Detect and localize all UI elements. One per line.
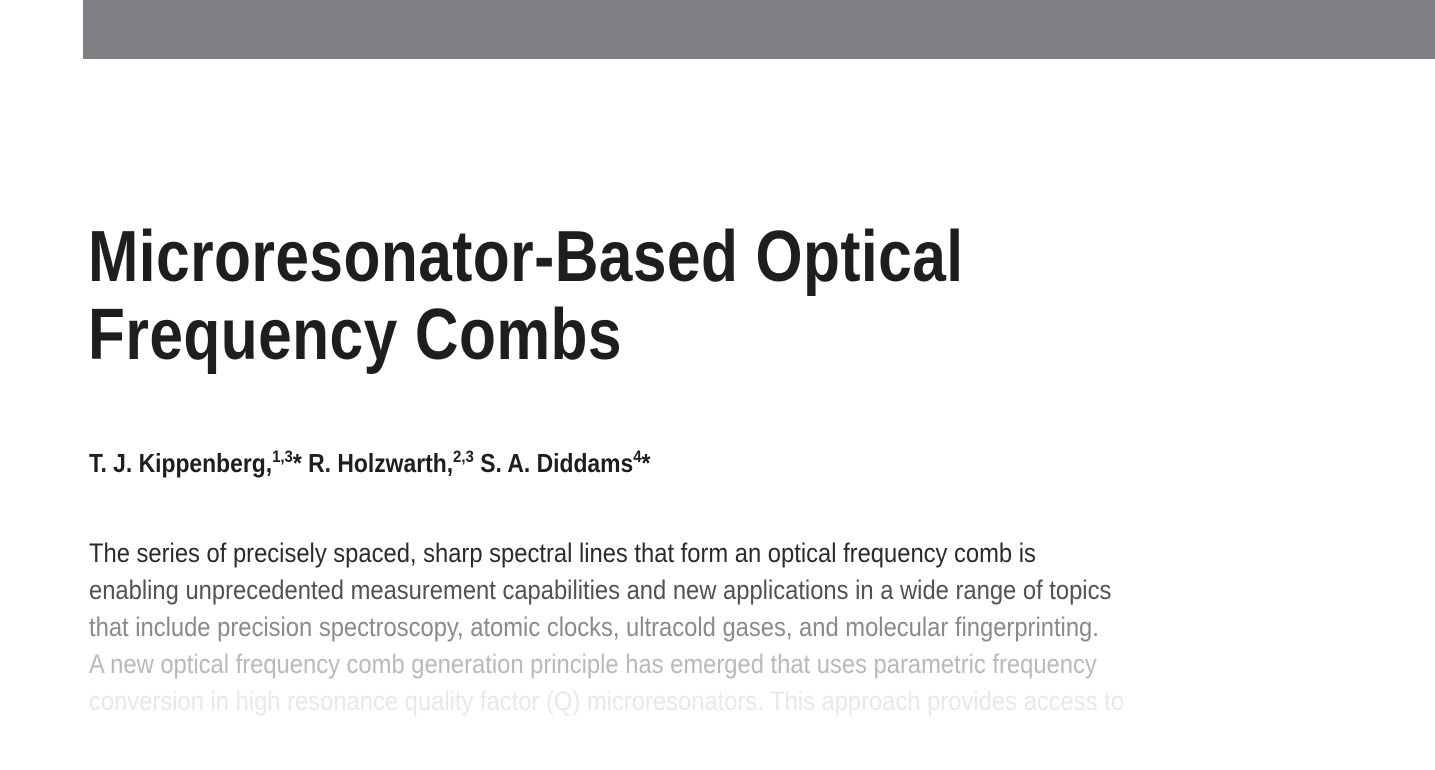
author-list (89, 446, 650, 480)
author-name: R. Holzwarth, (308, 448, 454, 478)
author-affiliation: 2,3 (453, 447, 474, 466)
corresponding-mark: * (641, 448, 651, 478)
abstract-line-faded: conversion in high resonance quality factor (Q) microresonators. This approach provides access to (89, 686, 1124, 716)
author-name: T. J. Kippenberg, (89, 448, 273, 478)
abstract-line: A new optical frequency comb generation principle has emerged that uses parametric frequency (89, 649, 1097, 679)
abstract-line: The series of precisely spaced, sharp spectral lines that form an optical frequency comb is (89, 538, 1036, 568)
article-title (88, 218, 963, 374)
title-line: Frequency Combs (88, 295, 622, 375)
author-affiliation: 1,3 (272, 447, 293, 466)
title-line: Microresonator-Based Optical (88, 217, 964, 297)
author-affiliation: 4 (633, 447, 642, 466)
abstract (89, 535, 1435, 716)
abstract-line: enabling unprecedented measurement capabilities and new applications in a wide range of topics (89, 575, 1112, 605)
corresponding-mark: * (292, 448, 302, 478)
header-band (83, 0, 1435, 59)
author-name: S. A. Diddams (480, 448, 634, 478)
abstract-line: that include precision spectroscopy, atomic clocks, ultracold gases, and molecular fingerprinting. (89, 612, 1099, 642)
